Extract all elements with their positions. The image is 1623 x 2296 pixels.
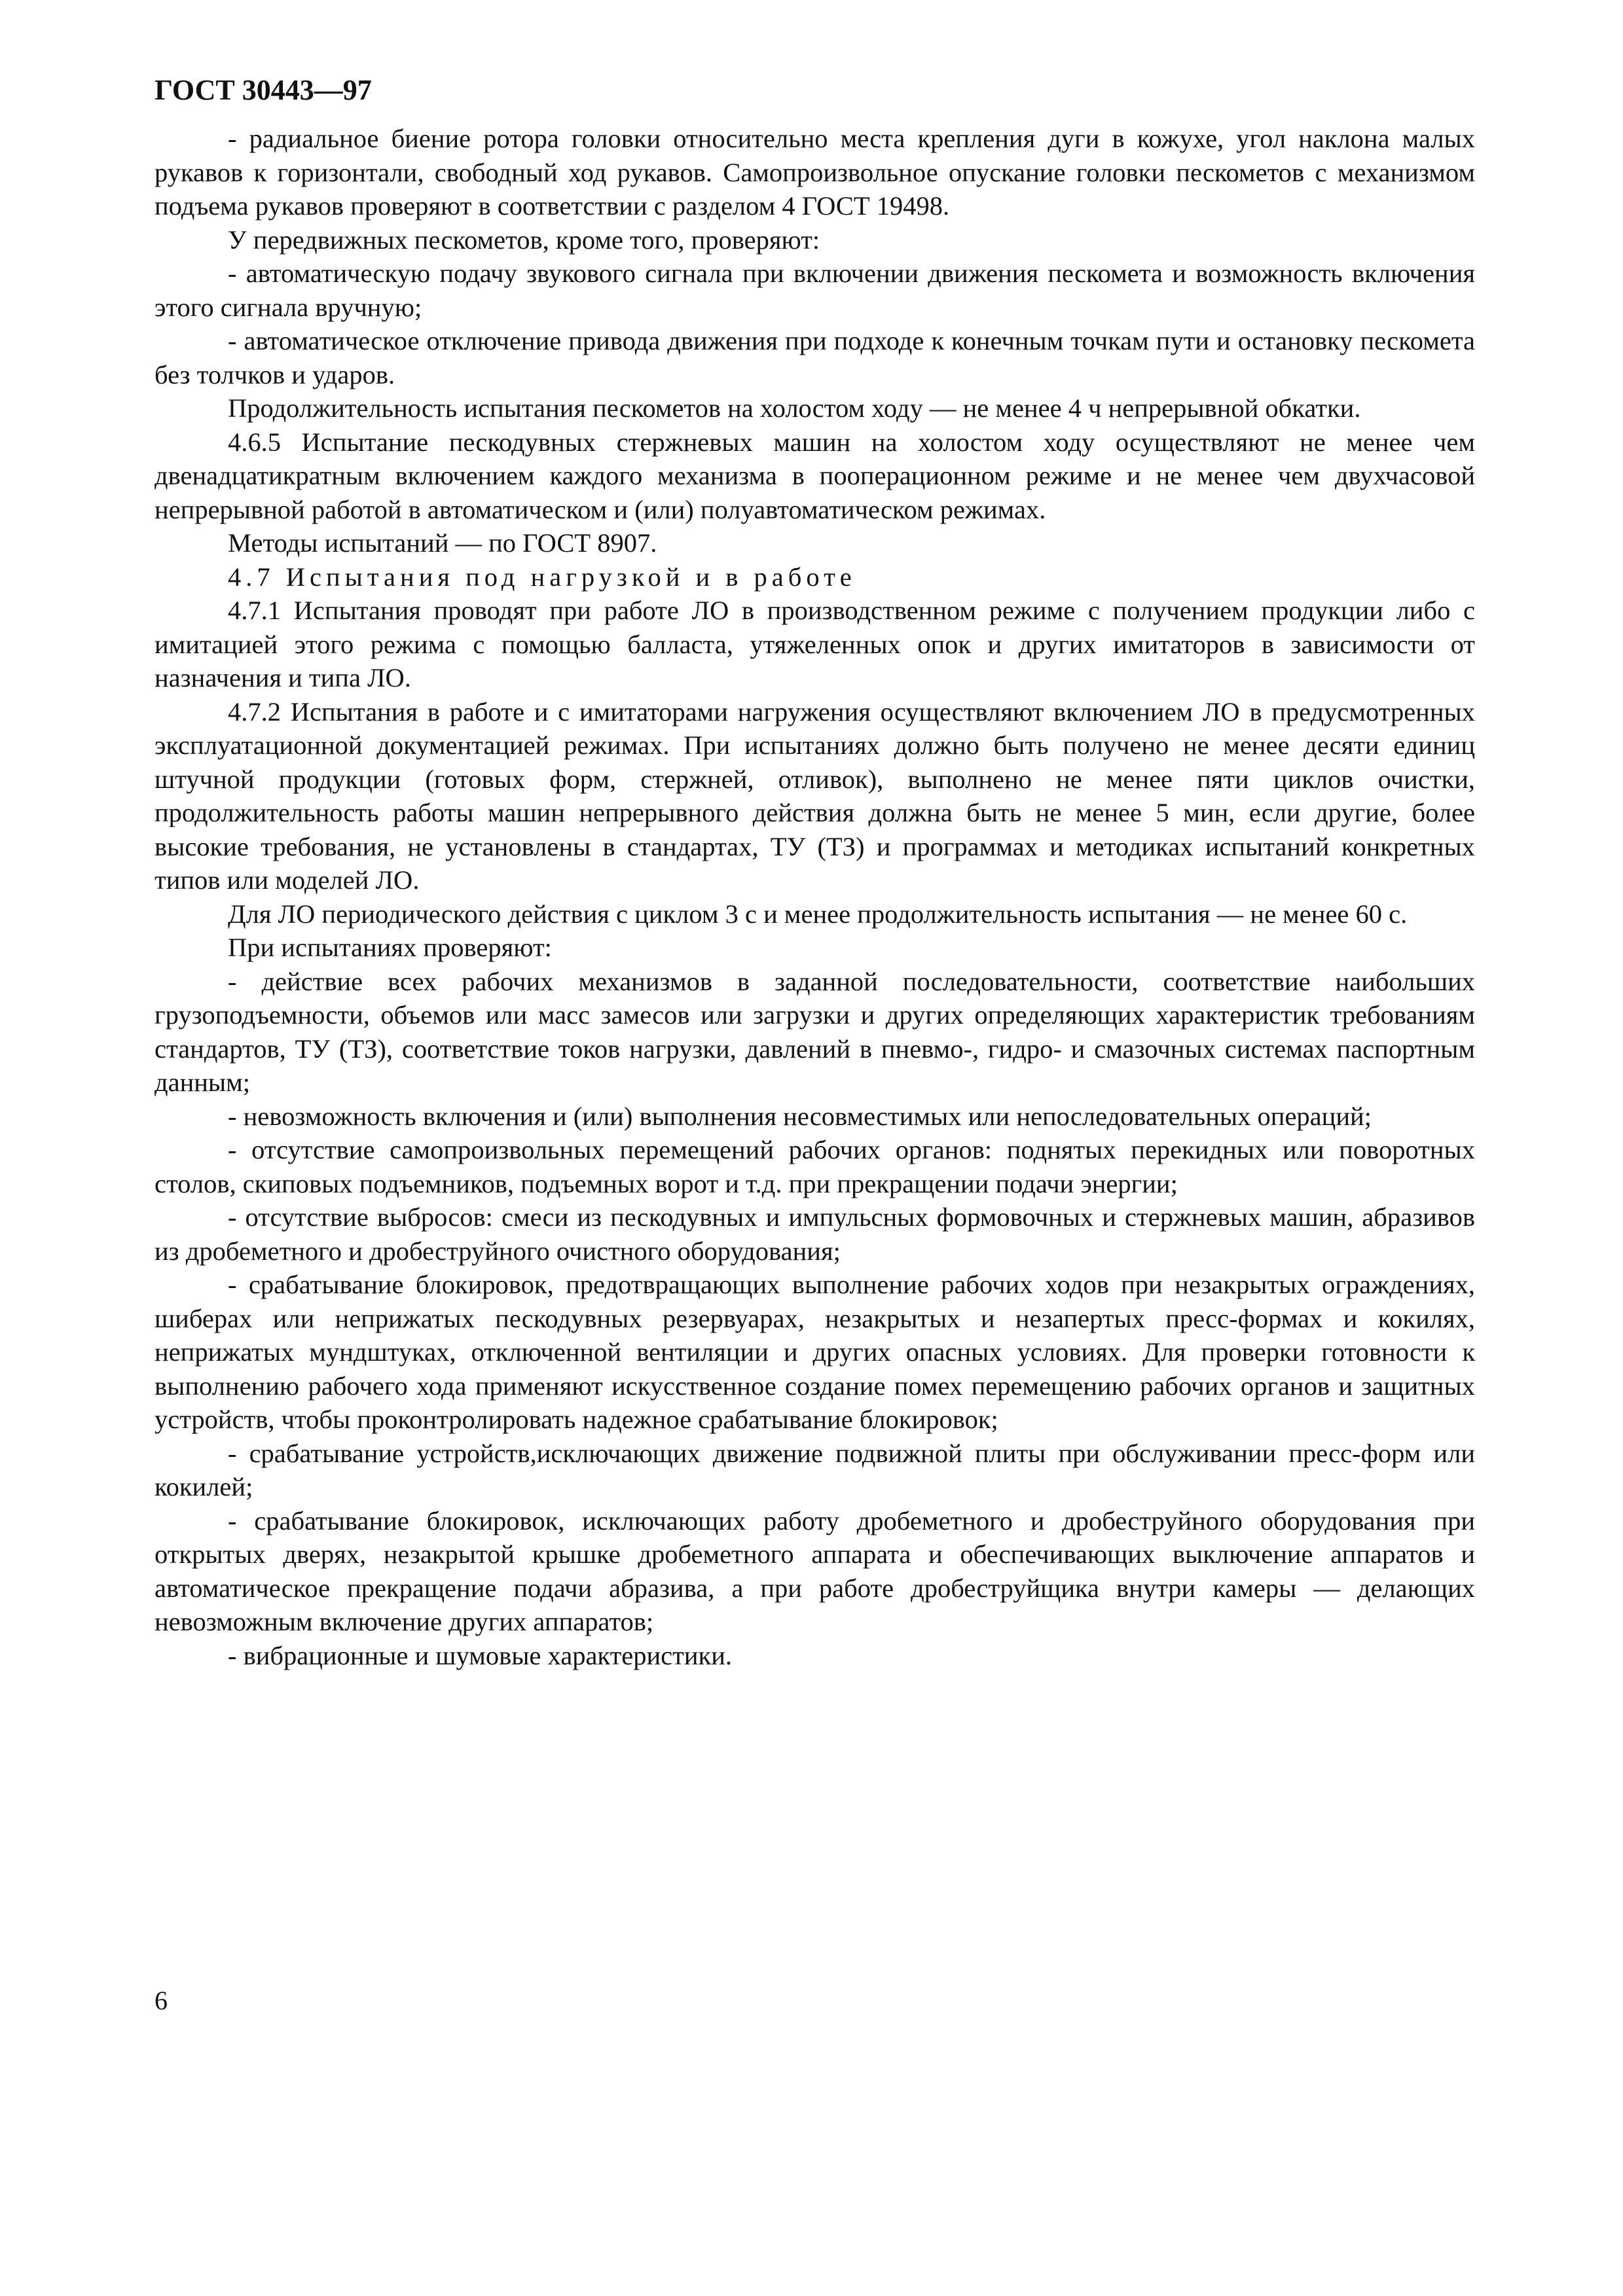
paragraph-mobile-sand-slingers: У передвижных пескометов, кроме того, проверяют: <box>228 224 820 255</box>
paragraph-sound-signal: - автоматическую подачу звукового сигнала при включении движения пескомета и возможность включения этого сигнала вручную; <box>155 259 1475 322</box>
list-item-emissions: - отсутствие выбросов: смеси из пескодувных и импульсных формовочных и стержневых машин, абразивов из дробеметного и дробеструйного очистного оборудования; <box>155 1202 1475 1266</box>
paragraph-idle-test-duration: Продолжительность испытания пескометов на холостом ходу — не менее 4 ч непрерывной обкатки. <box>228 393 1361 423</box>
paragraph-drive-shutoff: - автоматическое отключение привода движения при подходе к конечным точкам пути и остановку пескомета без толчков и ударов. <box>155 326 1475 389</box>
paragraph-4-7-2: 4.7.2 Испытания в работе и с имитаторами нагружения осуществляют включением ЛО в предусмотренных эксплуатационной документацией режимах. При испытаниях должно быть получено не менее десяти единиц штучной продукции (готовых форм, стержней, отливок), выполнено не менее пяти циклов очистки, продолжительность работы машин непрерывного действия должна быть не менее 5 мин, если другие, более высокие требования, не установлены в стандартах, ТУ (ТЗ) и программах и методиках испытаний конкретных типов или моделей ЛО. <box>155 696 1475 895</box>
section-heading-4-7: 4.7 Испытания под нагрузкой и в работе <box>228 562 856 592</box>
list-item-movable-plate: - срабатывание устройств,исключающих движение подвижной плиты при обслуживании пресс-форм или кокилей; <box>155 1438 1475 1501</box>
list-item-incompatible-operations: - невозможность включения и (или) выполнения несовместимых или непоследовательных операций; <box>228 1101 1372 1131</box>
paragraph-4-6-5: 4.6.5 Испытание пескодувных стержневых машин на холостом ходу осуществляют не менее чем двенадцатикратным включением каждого механизма в пооперационном режиме и не менее чем двухчасовой непрерывной работой в автоматическом и (или) полуавтоматическом режимах. <box>155 427 1475 524</box>
list-item-interlocks: - срабатывание блокировок, предотвращающих выполнение рабочих ходов при незакрытых ограждениях, шиберах или неприжатых пескодувных резервуарах, незакрытых и незапертых пресс-формах и кокилях, неприжатых мундштуках, отключенной вентиляции и других опасных условиях. Для проверки готовности к выполнению рабочего хода применяют искусственное создание помех перемещению рабочих органов и защитных устройств, чтобы проконтролировать надежное срабатывание блокировок; <box>155 1270 1475 1434</box>
paragraph-periodic-action: Для ЛО периодического действия с циклом 3 с и менее продолжительность испытания — не менее 60 с. <box>228 899 1408 929</box>
document-page <box>155 72 1475 1672</box>
paragraph-checks-intro: При испытаниях проверяют: <box>228 933 552 962</box>
list-item-shot-blast-interlocks: - срабатывание блокировок, исключающих работу дробеметного и дробеструйного оборудования при открытых дверях, незакрытой крышке дробеметного аппарата и обеспечивающих выключение аппаратов и автоматическое прекращение подачи абразива, а при работе дробеструйщика внутри камеры — делающих невозможным включение других аппаратов; <box>155 1505 1475 1636</box>
document-body <box>155 122 1475 1672</box>
list-item-spontaneous-movements: - отсутствие самопроизвольных перемещений рабочих органов: поднятых перекидных или поворотных столов, скиповых подъемников, подъемных ворот и т.д. при прекращении подачи энергии; <box>155 1135 1475 1198</box>
page-number: 6 <box>155 1986 168 2015</box>
list-item-mechanisms: - действие всех рабочих механизмов в заданной последовательности, соответствие наибольших грузоподъемности, объемов или масс замесов или загрузки и других определяющих характеристик требованиям стандартов, ТУ (ТЗ), соответствие токов нагрузки, давлений в пневмо-, гидро- и смазочных системах паспортным данным; <box>155 966 1475 1097</box>
paragraph-test-methods: Методы испытаний — по ГОСТ 8907. <box>228 528 657 558</box>
document-header: ГОСТ 30443—97 <box>155 74 372 106</box>
paragraph-4-7-1: 4.7.1 Испытания проводят при работе ЛО в производственном режиме с получением продукции либо с имитацией этого режима с помощью балласта, утяжеленных опок и других имитаторов в зависимости от назначения и типа ЛО. <box>155 596 1475 692</box>
list-item-vibration-noise: - вибрационные и шумовые характеристики. <box>228 1640 732 1670</box>
paragraph-radial-runout: - радиальное биение ротора головки относительно места крепления дуги в кожухе, угол наклона малых рукавов к горизонтали, свободный ход рукавов. Самопроизвольное опускание головки пескометов с механизмом подъема рукавов проверяют в соответствии с разделом 4 ГОСТ 19498. <box>155 124 1475 221</box>
